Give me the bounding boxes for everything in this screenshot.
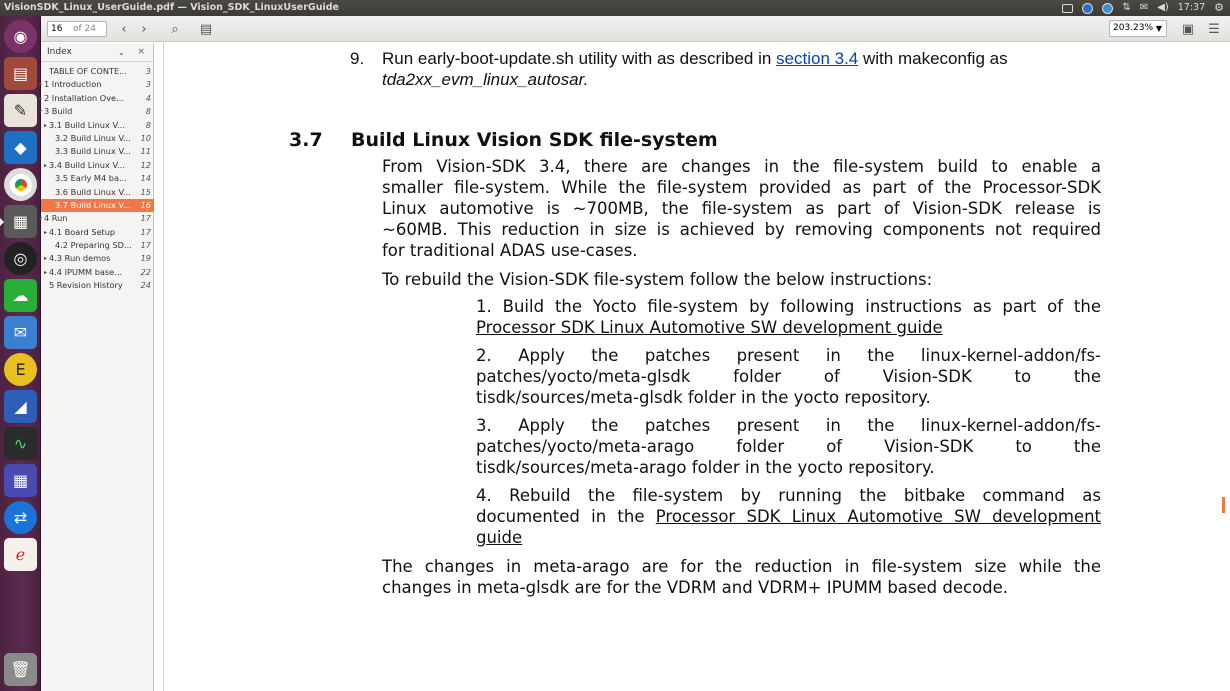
chrome-icon[interactable]: [4, 168, 37, 201]
toc-item[interactable]: [41, 266, 154, 279]
toc-item-label: 3 Build: [44, 106, 73, 117]
viewer-toolbar: [41, 16, 1230, 42]
close-icon[interactable]: ×: [137, 47, 145, 57]
toc-item[interactable]: [41, 186, 154, 199]
toc-item-page: 11: [140, 146, 151, 157]
settings-gear-icon[interactable]: ⚙: [1214, 1, 1224, 14]
toc-item-page: 24: [140, 280, 151, 291]
toc-item-label: 4 Run: [44, 213, 68, 224]
step-2-line: tisdk/sources/meta-glsdk folder in the yocto repository.: [476, 388, 931, 407]
document-page: [163, 43, 1225, 691]
step-1: [476, 296, 1101, 338]
collapsed-arrow-icon[interactable]: ▸: [39, 81, 43, 89]
toc-item[interactable]: [41, 239, 154, 252]
mail-client-icon[interactable]: ✉: [4, 316, 37, 349]
intro-paragraph: [382, 156, 1101, 261]
toc-item-page: 22: [140, 266, 151, 277]
intro-line: Linux automotive is ~700MB, the file-system as part of Vision-SDK release is: [382, 199, 1101, 218]
page-total: of 24: [73, 24, 96, 34]
vscode-icon[interactable]: ◆: [4, 131, 37, 164]
intro-line: ~60MB. This reduction in size is achieved by removing components not required: [382, 220, 1101, 239]
sidebar-header[interactable]: [41, 43, 153, 62]
toc-item[interactable]: [41, 226, 154, 239]
expanded-arrow-icon[interactable]: ▾: [39, 108, 43, 116]
processor-sdk-guide-link-2b[interactable]: guide: [476, 528, 523, 547]
toc-item-page: 15: [140, 186, 151, 197]
toc-item-label: 3.6 Build Linux V...: [55, 186, 131, 197]
toc-item-page: 17: [140, 213, 151, 224]
dash-home-icon[interactable]: ◉: [4, 20, 37, 53]
toc-item[interactable]: [41, 252, 154, 265]
top-panel: [0, 0, 1230, 16]
toc-item-page: 17: [140, 226, 151, 237]
calculator-icon[interactable]: ▦: [4, 464, 37, 497]
step-2-line: 2. Apply the patches present in the linux-kernel-addon/fs-: [476, 346, 1101, 365]
toc-item-label: 3.3 Build Linux V...: [55, 146, 131, 157]
system-tray: [1062, 0, 1224, 16]
app-red-icon[interactable]: ℯ: [4, 538, 37, 571]
toc-item[interactable]: [41, 78, 154, 91]
teamviewer-tray-icon[interactable]: [1082, 3, 1093, 14]
closing-paragraph: [382, 556, 1101, 598]
toc-item-page: 17: [140, 240, 151, 251]
search-icon[interactable]: ⌕: [171, 21, 179, 37]
step-4-text: 4. Rebuild the file-system by running the bitbake command as: [476, 486, 1101, 505]
collapsed-arrow-icon[interactable]: ▸: [44, 255, 48, 263]
menu-icon[interactable]: ☰: [1208, 21, 1220, 37]
text-editor-icon[interactable]: ✎: [4, 94, 37, 127]
toc-item-label: 4.3 Run demos: [49, 253, 111, 264]
step-3-line: patches/yocto/meta-arago folder of Vision-SDK to the: [476, 437, 1101, 456]
index-sidebar: [41, 43, 154, 691]
prev-page-button[interactable]: ‹: [121, 21, 127, 37]
toc-item-label: 4.4 IPUMM base...: [49, 266, 123, 277]
section-number: 3.7: [289, 129, 323, 151]
step-3: [476, 415, 1101, 478]
section-title: Build Linux Vision SDK file-system: [351, 129, 718, 151]
toc-item-page: 14: [140, 173, 151, 184]
toc-item[interactable]: [41, 92, 154, 105]
clock[interactable]: 17:37: [1177, 2, 1206, 13]
e-app-icon[interactable]: E: [4, 353, 37, 386]
keyboard-icon[interactable]: [1062, 4, 1073, 13]
page-current[interactable]: 16: [51, 24, 63, 34]
toc-item-label: TABLE OF CONTE...: [49, 66, 127, 76]
toc-item-page: 12: [140, 159, 151, 170]
bluetooth-icon[interactable]: [1102, 3, 1113, 14]
window-title: VisionSDK_Linux_UserGuide.pdf — Vision_SDK_LinuxUserGuide: [4, 2, 339, 13]
toc-item-label: 2 Installation Ove...: [44, 92, 124, 103]
toc-item-label: 3.2 Build Linux V...: [55, 132, 131, 143]
step-9-text: Run early-boot-update.sh utility with as described in section 3.4 with makeconfig as: [382, 49, 1008, 68]
toc-item[interactable]: [41, 145, 154, 158]
rebuild-intro: To rebuild the Vision-SDK file-system follow the below instructions:: [382, 270, 933, 289]
section-3-4-link[interactable]: section 3.4: [776, 49, 859, 68]
step-3-line: tisdk/sources/meta-arago folder in the yocto repository.: [476, 458, 935, 477]
toc-item-page: 10: [140, 132, 151, 143]
toc-item[interactable]: [41, 159, 154, 172]
sidebar-toggle-icon[interactable]: ▤: [199, 21, 213, 37]
step-4: 4. Rebuild the file-system by running the bitbake command as documented in the Processor SDK Linux Automotive SW development guide: [476, 486, 1102, 547]
page-number-field[interactable]: [47, 21, 107, 37]
step-2-line: patches/yocto/meta-glsdk folder of Vision-SDK to the: [476, 367, 1101, 386]
toc-item-page: 19: [140, 253, 151, 264]
toc-item[interactable]: [41, 172, 154, 185]
toc-item-page: 8: [145, 106, 151, 117]
next-page-button[interactable]: ›: [141, 21, 147, 37]
closing-line: The changes in meta-arago are for the reduction in file-system size while the: [382, 557, 1101, 576]
files-app-icon[interactable]: ▤: [4, 57, 37, 90]
system-monitor-icon[interactable]: ∿: [4, 427, 37, 460]
toc-item[interactable]: [41, 132, 154, 145]
toc-item-label: 5 Revision History: [49, 280, 123, 291]
toc-item-label: 3.4 Build Linux V...: [49, 159, 125, 170]
chevron-down-icon[interactable]: ⌄: [118, 48, 125, 57]
volume-icon[interactable]: ◀): [1157, 2, 1169, 13]
mail-icon[interactable]: ✉: [1139, 2, 1149, 13]
toc-item-label: 3.7 Build Linux V...: [55, 199, 131, 210]
launcher: [0, 16, 41, 691]
intro-line: for traditional ADAS use-cases.: [382, 241, 638, 260]
sidebar-title: Index: [47, 47, 72, 57]
network-icon[interactable]: ⇅: [1122, 2, 1131, 13]
toc-item[interactable]: [41, 119, 154, 132]
shark-app-icon[interactable]: ◢: [4, 390, 37, 423]
toc-item-page: 16: [140, 199, 151, 210]
toc-item[interactable]: [41, 212, 154, 225]
toc-item-page: 8: [145, 119, 151, 130]
intro-line: smaller file-system. While the file-system provided as part of the Processor-SDK: [382, 178, 1101, 197]
collapsed-arrow-icon[interactable]: ▸: [39, 94, 43, 102]
disc-burner-icon[interactable]: ◎: [4, 242, 37, 275]
zoom-select[interactable]: [1109, 20, 1167, 37]
step-9-number: 9.: [350, 49, 365, 68]
toc-item-label: 3.5 Early M4 ba...: [55, 173, 127, 184]
toc-item-label: 3.1 Build Linux V...: [49, 119, 125, 130]
toc-item-label: 4.2 Preparing SD...: [55, 240, 132, 251]
zoom-value: 203.23%: [1113, 23, 1154, 33]
step-3-line: 3. Apply the patches present in the linux-kernel-addon/fs-: [476, 416, 1101, 435]
save-icon[interactable]: ▣: [1181, 21, 1195, 37]
document-viewer-icon[interactable]: ▦: [4, 205, 37, 238]
wechat-icon[interactable]: ☁: [4, 279, 37, 312]
processor-sdk-guide-link-2[interactable]: Processor SDK Linux Automotive SW development: [655, 507, 1102, 526]
toc-item-label: 1 Introduction: [44, 79, 102, 90]
toc-item[interactable]: [41, 65, 154, 78]
step-2: [476, 345, 1101, 408]
trash-icon[interactable]: 🗑: [4, 653, 37, 686]
toc-item-page: 3: [145, 79, 151, 90]
toc-item[interactable]: [41, 279, 154, 292]
scrollbar-indicator[interactable]: [1222, 497, 1225, 513]
toc-item[interactable]: [41, 105, 154, 118]
processor-sdk-guide-link[interactable]: Processor SDK Linux Automotive SW development guide: [476, 318, 943, 337]
toc-item-page: 3: [145, 66, 151, 76]
toc-list: [41, 65, 154, 293]
collapsed-arrow-icon[interactable]: ▸: [44, 161, 48, 169]
toc-item-page: 4: [145, 92, 151, 103]
intro-line: From Vision-SDK 3.4, there are changes in the file-system build to enable a: [382, 157, 1101, 176]
chevron-down-icon: ▼: [1155, 24, 1162, 33]
teamviewer-icon[interactable]: ⇄: [4, 501, 37, 534]
collapsed-arrow-icon[interactable]: ▸: [44, 268, 48, 276]
collapsed-arrow-icon[interactable]: ▸: [44, 121, 48, 129]
collapsed-arrow-icon[interactable]: ▸: [44, 228, 48, 236]
step-1-text: 1. Build the Yocto file-system by following instructions as part of the: [476, 297, 1101, 316]
expanded-arrow-icon[interactable]: ▾: [39, 215, 43, 223]
closing-line: changes in meta-glsdk are for the VDRM and VDRM+ IPUMM based decode.: [382, 578, 1009, 597]
toc-item[interactable]: [41, 199, 154, 212]
toc-item-label: 4.1 Board Setup: [49, 226, 116, 237]
step-9-makeconfig: tda2xx_evm_linux_autosar.: [382, 70, 589, 89]
